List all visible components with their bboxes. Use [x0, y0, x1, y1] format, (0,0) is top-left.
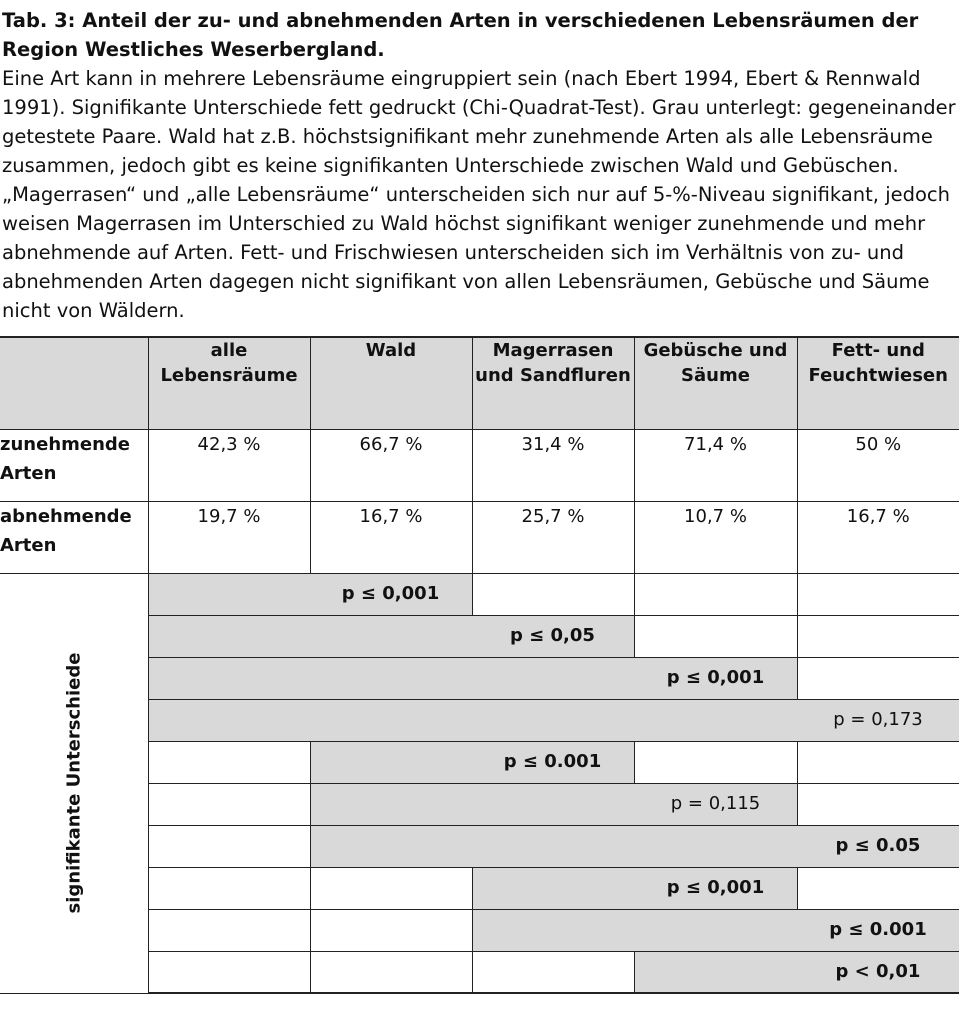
empty-cell [148, 951, 310, 993]
side-label: signifikante Unterschiede [63, 652, 85, 914]
value-cell: 19,7 % [148, 501, 310, 573]
habitat-table [0, 336, 959, 994]
test-row [0, 573, 959, 615]
row-label: zunehmende Arten [0, 429, 148, 501]
value-cell: 71,4 % [634, 429, 797, 501]
table-row [0, 501, 959, 573]
caption-body: Eine Art kann in mehrere Lebensräume eingruppiert sein (nach Ebert 1994, Ebert & Rennwald 1991). Signifikante Unterschiede fett gedruckt (Chi-Quadrat-Test). Grau unterlegt: gegeneinander getestete Paare. Wald hat z.B. höchstsignifikant mehr zunehmende Arten als alle Lebensräume zusammen, jedoch gibt es keine signifikanten Unterschiede zwischen Wald und Gebüschen. „Magerrasen“ und „alle Lebensräume“ unterscheiden sich nur auf 5-%-Niveau signifikant, jedoch weisen Magerrasen im Unterschied zu Wald höchst signifikant weniger zunehmende und mehr abnehmende auf Arten. Fett- und Frischwiesen unterscheiden sich im Verhältnis von zu- und abnehmenden Arten dagegen nicht signifikant von allen Lebensräumen, Gebüsche und Säume nicht von Wäldern. [2, 67, 956, 322]
empty-cell [148, 867, 310, 909]
value-cell: 31,4 % [472, 429, 634, 501]
value-cell: 66,7 % [310, 429, 472, 501]
p-value-text: p = 0,115 [670, 792, 761, 814]
side-label-cell [0, 573, 148, 993]
empty-cell [797, 867, 959, 909]
empty-cell [797, 615, 959, 657]
column-header: Gebüsche und Säume [634, 337, 797, 429]
row-label: abnehmende Arten [0, 501, 148, 573]
empty-cell [634, 741, 797, 783]
empty-cell [148, 825, 310, 867]
p-value-cell [148, 699, 959, 741]
empty-cell [472, 951, 634, 993]
empty-cell [310, 951, 472, 993]
p-value-cell [310, 783, 797, 825]
empty-cell [634, 615, 797, 657]
p-value-text: p ≤ 0,05 [510, 624, 595, 646]
value-cell: 10,7 % [634, 501, 797, 573]
column-header: Wald [310, 337, 472, 429]
empty-cell [310, 909, 472, 951]
caption-title: Tab. 3: Anteil der zu- und abnehmenden Arten in verschiedenen Lebensräumen der Region Westliches Weserbergland. [2, 9, 919, 61]
empty-cell [797, 783, 959, 825]
p-value-cell [148, 615, 634, 657]
header-corner-cell [0, 337, 148, 429]
p-value-text: p = 0,173 [833, 708, 923, 730]
p-value-text: p ≤ 0,001 [666, 666, 765, 688]
p-value-cell [310, 825, 959, 867]
p-value-text: p ≤ 0,001 [341, 582, 440, 604]
header-row [0, 337, 959, 429]
value-cell: 25,7 % [472, 501, 634, 573]
p-value-text: p ≤ 0.001 [829, 918, 927, 940]
empty-cell [148, 909, 310, 951]
p-value-text: p ≤ 0.05 [835, 834, 921, 856]
table-row [0, 429, 959, 501]
column-header: Fett- und Feuchtwiesen [797, 337, 959, 429]
p-value-cell [148, 573, 472, 615]
empty-cell [797, 741, 959, 783]
value-cell: 16,7 % [797, 501, 959, 573]
empty-cell [797, 657, 959, 699]
empty-cell [797, 573, 959, 615]
p-value-cell [634, 951, 959, 993]
empty-cell [310, 867, 472, 909]
p-value-text: p ≤ 0,001 [666, 876, 765, 898]
p-value-cell [472, 909, 959, 951]
empty-cell [634, 573, 797, 615]
value-cell: 50 % [797, 429, 959, 501]
empty-cell [472, 573, 634, 615]
p-value-cell [472, 867, 797, 909]
value-cell: 42,3 % [148, 429, 310, 501]
table-caption [2, 6, 958, 325]
p-value-text: p < 0,01 [835, 960, 921, 982]
column-header: alle Lebensräume [148, 337, 310, 429]
column-header: Magerrasen und Sandfluren [472, 337, 634, 429]
value-cell: 16,7 % [310, 501, 472, 573]
empty-cell [148, 783, 310, 825]
p-value-cell [310, 741, 634, 783]
p-value-cell [148, 657, 797, 699]
empty-cell [148, 741, 310, 783]
p-value-text: p ≤ 0.001 [503, 750, 602, 772]
